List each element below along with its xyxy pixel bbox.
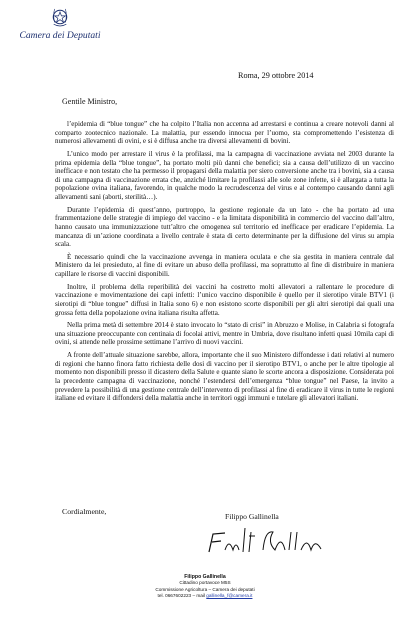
paragraph: Nella prima metà di settembre 2014 è stato invocato lo “stato di crisi” in Abruzzo e Molise, in Calabria si fotografa una situazione preoccupante con centinaia di focolai attivi, mentre in Umbria, dove risultano infetti quasi 10mila capi di ovini, si attende nelle prossime settimane l’arrivo di nuovi vaccini. (55, 321, 394, 347)
email-link[interactable]: gallinella_f@camera.it (206, 592, 253, 598)
footer-contact (0, 593, 410, 599)
letterhead (10, 6, 110, 41)
footer-commission: Commissione Agricoltura – Camera dei deputati (155, 586, 255, 592)
paragraph: A fronte dell’attuale situazione sarebbe, allora, importante che il suo Ministero diffondesse i dati relativi al numero di regioni che hanno finora fatto richiesta delle dosi di vaccino per il sierotipo BTV1, o anche per le altre tipologie al momento non disponibili presso il dicastero della Salute e quante siano le scorte ancora a disposizione. Considerata poi la precedente campagna di vaccinazione, nonché l’estendersi dell’emergenza “blue tongue” nel Paese, la invito a prevedere la possibilità di una gestione centrale dell’intervento di profilassi al fine di eradicare il virus in tutte le regioni italiane ed evitare il diffondersi della malattia anche in territori oggi immuni e tutelare gli allevatori italiani. (55, 351, 394, 403)
letter-date: Roma, 29 ottobre 2014 (238, 71, 314, 80)
paragraph: Inoltre, il problema della reperibilità dei vaccini ha costretto molti allevatori a rallentare le procedure di vaccinazione e movimentazione dei capi infetti: l’unico vaccino disponibile è quello per il sierotipo virale BTV1 (i sierotipi di “blue tongue” diffusi in Italia sono 6) e non esistono scorte disponibili per gli altri sierotipi dai quali una grossa fetta della popolazione ovina italiana risulta affetta. (55, 282, 394, 317)
salutation: Gentile Ministro, (62, 97, 118, 106)
footer-role: Cittadino portavoce M5S (179, 580, 231, 586)
paragraph: Durante l’epidemia di quest’anno, purtroppo, la gestione regionale da un lato - che ha portato ad una frammentazione delle strategie di impiego del vaccino - e la limitata disponibilità in commercio del vaccino dall’altro, hanno causato una immunizzazione tutt’altro che omogenea sul territorio ed inefficace per eradicare l’epidemia. La mancanza di un’azione coordinata a livello centrale è stata di certo determinante per la diffusione del virus su ampia scala. (55, 205, 394, 249)
paragraph: L’unico modo per arrestare il virus è la profilassi, ma la campagna di vaccinazione avviata nel 2003 durante la prima epidemia della “blue tongue”, ha portato molti più danni che benefici; sia a causa dell’utilizzo di un vaccino inefficace e non testato che ha permesso il propagarsi della malattia per siero conversione anche tra i bovini, sia a causa di una campagna di vaccinazione errata che, anziché limitare la profilassi alle sole zone infette, si è allargata a tutta la popolazione ovina italiana, favorendo, in qualche modo la recrudescenza del virus e al contempo causando danni agli allevamenti sani (aborti, sterilità…). (55, 149, 394, 201)
paragraph: È necessario quindi che la vaccinazione avvenga in maniera oculata e che sia gestita in maniera centrale dal Ministero da lei presieduto, al fine di evitare un abuso della profilassi, ma soprattutto al fine di distribuire in maniera capillare le risorse di vaccini disponibili. (55, 252, 394, 278)
italian-republic-emblem-icon (51, 6, 69, 28)
footer (0, 574, 410, 599)
letter-body (55, 120, 394, 407)
paragraph: l’epidemia di “blue tongue” che ha colpito l’Italia non accenna ad arrestarsi e continua a creare notevoli danni al comparto zootecnico nazionale. La malattia, pur essendo innocua per l’uomo, sta compromettendo l’esistenza di numerosi allevamenti di ovini, e si è diffusa anche tra diversi allevamenti di bovini. (55, 120, 394, 146)
closing: Cordialmente, (62, 507, 107, 516)
handwritten-signature (203, 522, 333, 562)
institution-name: Camera dei Deputati (19, 30, 101, 41)
signer-name: Filippo Gallinella (225, 512, 279, 521)
footer-contact-prefix: tel. 0667602223 – mail (157, 592, 207, 598)
footer-name: Filippo Gallinella (184, 574, 226, 580)
